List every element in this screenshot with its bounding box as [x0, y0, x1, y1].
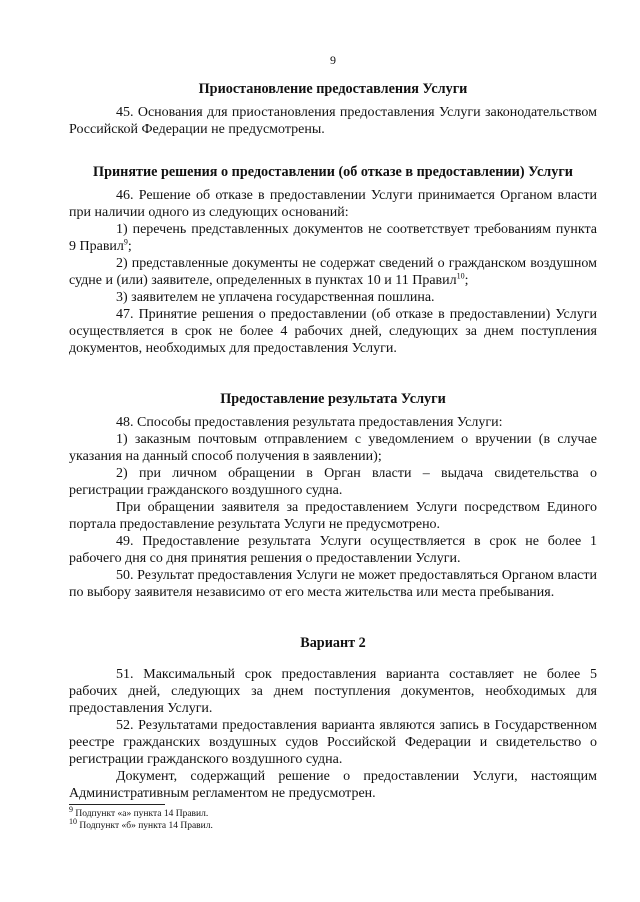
footnote-9: $^9$ Подпункт «а» пункта 14 Правил.: [69, 804, 209, 819]
page-number: 9: [330, 53, 336, 67]
footnote-10: $^{10}$ Подпункт «б» пункта 14 Правил.: [69, 816, 213, 831]
paragraph-48-item-2: 2) при личном обращении в Орган власти – выдача свидетельства о регистрации гражданского воздушного судна.: [69, 466, 597, 498]
footnote-ref-9: 9: [123, 237, 128, 247]
paragraph-51: 51. Максимальный срок предоставления варианта составляет не более 5 рабочих дней, следующих за днем поступления документов, необходимых для предоставления Услуги.: [69, 667, 597, 716]
paragraph-47: 47. Принятие решения о предоставлении (об отказе в предоставлении) Услуги осуществляется в срок не более 4 рабочих дней, следующих за днем поступления документов, необходимых для предоставления Услуги.: [69, 307, 597, 356]
paragraph-52-note: Документ, содержащий решение о предоставлении Услуги, настоящим Административным регламентом не предусмотрен.: [69, 769, 597, 801]
footnote-ref-10: 10: [456, 271, 465, 281]
paragraph-46-item-2: 2) представленные документы не содержат сведений о гражданском воздушном судне и (или) заявителе, определенных в пунктах 10 и 11 Правил$^{10}$;: [69, 256, 597, 288]
footnote-separator: [69, 804, 165, 805]
paragraph-48-note: При обращении заявителя за предоставлением Услуги посредством Единого портала предоставление результата Услуги не предусмотрено.: [69, 500, 597, 532]
footnotes: [69, 804, 597, 832]
paragraph-48: 48. Способы предоставления результата предоставления Услуги:: [116, 415, 503, 430]
section-heading-decision: Принятие решения о предоставлении (об отказе в предоставлении) Услуги: [93, 164, 573, 180]
paragraph-49: 49. Предоставление результата Услуги осуществляется в срок не более 1 рабочего дня со дня принятия решения о предоставлении Услуги.: [69, 534, 597, 566]
paragraph-46-item-1: 1) перечень представленных документов не соответствует требованиям пункта 9 Правил$^9$;: [69, 222, 597, 254]
section-heading-variant-2: Вариант 2: [300, 635, 366, 651]
paragraph-52: 52. Результатами предоставления варианта являются запись в Государственном реестре гражданских воздушных судов Российской Федерации и свидетельство о регистрации гражданского воздушного судна.: [69, 718, 597, 767]
paragraph-50: 50. Результат предоставления Услуги не может предоставляться Органом власти по выбору заявителя независимо от его места жительства или места пребывания.: [69, 568, 597, 600]
paragraph-48-item-1: 1) заказным почтовым отправлением с уведомлением о вручении (в случае указания на данный способ получения в заявлении);: [69, 432, 597, 464]
paragraph-46: 46. Решение об отказе в предоставлении Услуги принимается Органом власти при наличии одного из следующих оснований:: [69, 188, 597, 220]
section-heading-suspension: Приостановление предоставления Услуги: [198, 81, 468, 97]
section-heading-result: Предоставление результата Услуги: [220, 391, 446, 407]
paragraph-46-item-3: 3) заявителем не уплачена государственная пошлина.: [116, 290, 435, 305]
paragraph-45: 45. Основания для приостановления предоставления Услуги законодательством Российской Федерации не предусмотрены.: [69, 105, 597, 137]
